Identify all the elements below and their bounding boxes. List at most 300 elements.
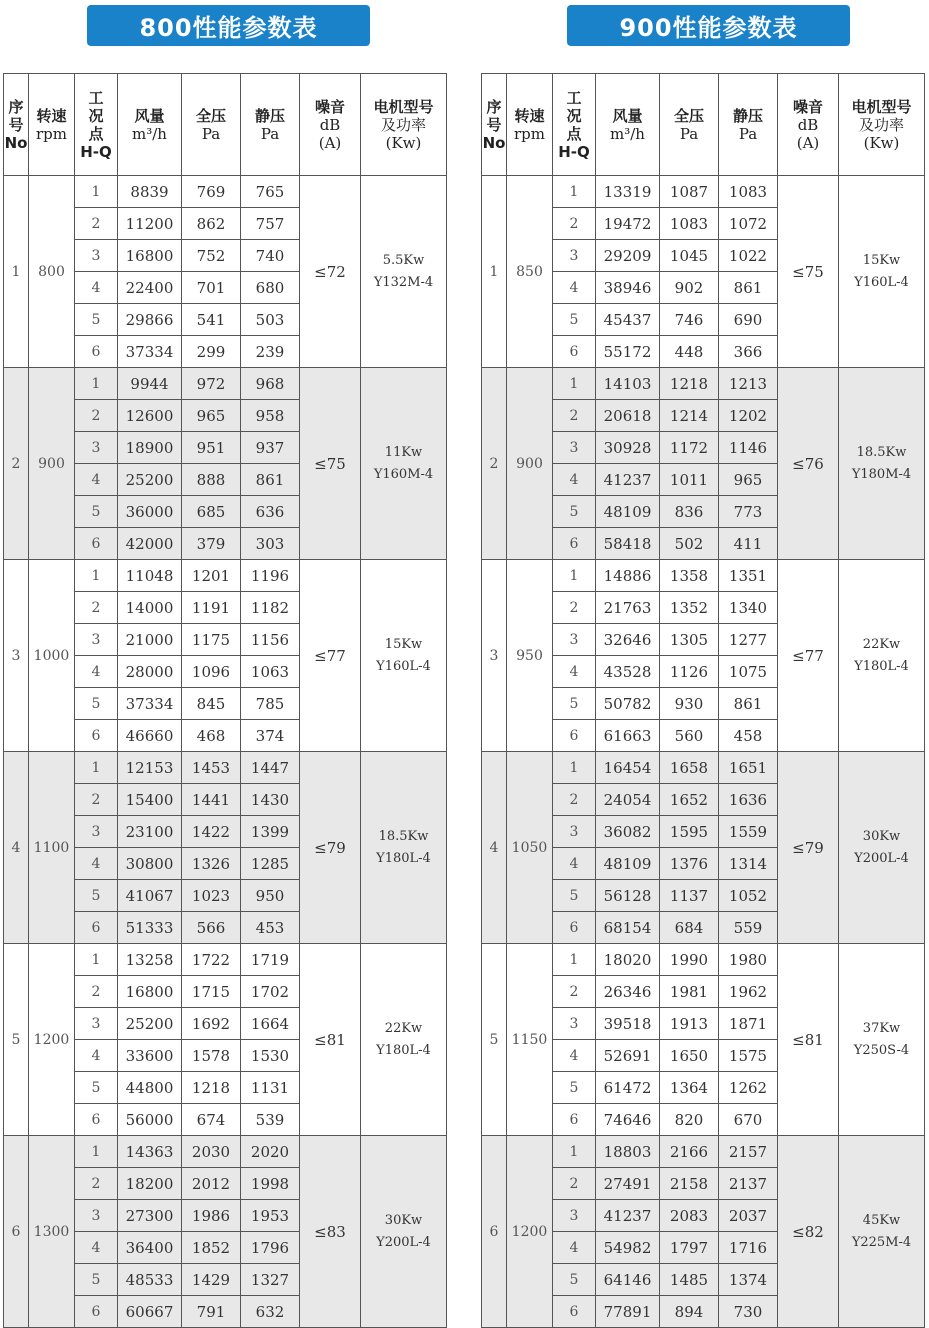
header-line: dB: [797, 115, 819, 134]
airflow: 18020: [596, 944, 660, 976]
total-pressure: 701: [182, 272, 241, 304]
operating-point: 3: [553, 1200, 596, 1232]
total-pressure: 1352: [660, 592, 719, 624]
static-pressure: 1327: [241, 1264, 300, 1296]
airflow: 32646: [596, 624, 660, 656]
motor-spec: [361, 752, 447, 944]
operating-point: 2: [75, 976, 118, 1008]
airflow: 52691: [596, 1040, 660, 1072]
operating-point: 6: [553, 912, 596, 944]
static-pressure: 559: [719, 912, 778, 944]
operating-point: 3: [553, 1008, 596, 1040]
header-line: (A): [318, 133, 342, 152]
motor-model: Y180L-4: [854, 658, 909, 674]
header-motor: [361, 74, 447, 176]
airflow: 18200: [118, 1168, 182, 1200]
operating-point: 1: [75, 1136, 118, 1168]
airflow: 21000: [118, 624, 182, 656]
airflow: 33600: [118, 1040, 182, 1072]
motor-power: 30Kw: [384, 1212, 423, 1228]
total-pressure: 299: [182, 336, 241, 368]
row-number: 2: [4, 368, 29, 560]
airflow: 74646: [596, 1104, 660, 1136]
total-pressure: 1715: [182, 976, 241, 1008]
airflow: 24054: [596, 784, 660, 816]
airflow: 41237: [596, 1200, 660, 1232]
header-line: 序: [486, 97, 502, 116]
header-line: 转速: [36, 106, 67, 125]
operating-point: 4: [553, 656, 596, 688]
total-pressure: 560: [660, 720, 719, 752]
static-pressure: 453: [241, 912, 300, 944]
table-row: [4, 368, 447, 400]
static-pressure: 1351: [719, 560, 778, 592]
static-pressure: 1636: [719, 784, 778, 816]
total-pressure: 502: [660, 528, 719, 560]
static-pressure: 1430: [241, 784, 300, 816]
static-pressure: 1530: [241, 1040, 300, 1072]
table-row: [4, 944, 447, 976]
total-pressure: 902: [660, 272, 719, 304]
operating-point: 4: [553, 1232, 596, 1264]
motor-spec: [839, 1136, 925, 1328]
header-flow: [118, 74, 182, 176]
motor-model: Y180L-4: [376, 850, 431, 866]
total-pressure: 566: [182, 912, 241, 944]
static-pressure: 2037: [719, 1200, 778, 1232]
static-pressure: 1980: [719, 944, 778, 976]
header-line: H-Q: [558, 142, 590, 161]
operating-point: 5: [553, 304, 596, 336]
airflow: 56128: [596, 880, 660, 912]
data-table: [481, 73, 925, 1328]
operating-point: 1: [553, 752, 596, 784]
header-total-pressure: [182, 74, 241, 176]
static-pressure: 861: [719, 688, 778, 720]
operating-point: 3: [75, 432, 118, 464]
airflow: 18803: [596, 1136, 660, 1168]
airflow: 14103: [596, 368, 660, 400]
total-pressure: 1429: [182, 1264, 241, 1296]
header-line: (Kw): [385, 133, 422, 152]
operating-point: 2: [75, 592, 118, 624]
noise-level: ≤72: [300, 176, 361, 368]
total-pressure: 1175: [182, 624, 241, 656]
header-line: 电机型号: [373, 97, 434, 116]
operating-point: 2: [75, 784, 118, 816]
operating-point: 3: [75, 816, 118, 848]
airflow: 12600: [118, 400, 182, 432]
operating-point: 6: [75, 1104, 118, 1136]
airflow: 11048: [118, 560, 182, 592]
airflow: 11200: [118, 208, 182, 240]
table-row: [4, 752, 447, 784]
row-number: 6: [4, 1136, 29, 1328]
airflow: 25200: [118, 464, 182, 496]
airflow: 38946: [596, 272, 660, 304]
operating-point: 4: [553, 464, 596, 496]
row-number: 3: [482, 560, 507, 752]
operating-point: 1: [75, 752, 118, 784]
motor-model: Y225M-4: [851, 1234, 912, 1250]
header-line: 静压: [732, 106, 763, 125]
header-line: 点: [566, 124, 582, 143]
motor-model: Y200L-4: [376, 1234, 431, 1250]
total-pressure: 836: [660, 496, 719, 528]
table-row: [482, 176, 925, 208]
airflow: 23100: [118, 816, 182, 848]
operating-point: 3: [553, 240, 596, 272]
static-pressure: 632: [241, 1296, 300, 1328]
operating-point: 5: [553, 1264, 596, 1296]
motor-spec: [839, 944, 925, 1136]
motor-model: Y132M-4: [373, 274, 434, 290]
operating-point: 2: [553, 784, 596, 816]
static-pressure: 1314: [719, 848, 778, 880]
total-pressure: 379: [182, 528, 241, 560]
speed-rpm: 1050: [507, 752, 553, 944]
static-pressure: 1213: [719, 368, 778, 400]
total-pressure: 1453: [182, 752, 241, 784]
operating-point: 3: [75, 240, 118, 272]
noise-level: ≤79: [300, 752, 361, 944]
airflow: 16800: [118, 976, 182, 1008]
static-pressure: 1702: [241, 976, 300, 1008]
total-pressure: 684: [660, 912, 719, 944]
header-line: 及功率: [858, 115, 904, 134]
motor-model: Y200L-4: [854, 850, 909, 866]
total-pressure: 1083: [660, 208, 719, 240]
operating-point: 6: [553, 720, 596, 752]
noise-level: ≤81: [300, 944, 361, 1136]
static-pressure: 1072: [719, 208, 778, 240]
static-pressure: 1262: [719, 1072, 778, 1104]
static-pressure: 1083: [719, 176, 778, 208]
header-line: dB: [319, 115, 341, 134]
static-pressure: 1719: [241, 944, 300, 976]
speed-rpm: 1200: [29, 944, 75, 1136]
speed-rpm: 950: [507, 560, 553, 752]
header-flow: [596, 74, 660, 176]
operating-point: 5: [553, 496, 596, 528]
motor-model: Y160L-4: [376, 658, 431, 674]
header-static-pressure: [241, 74, 300, 176]
motor-spec: [361, 560, 447, 752]
static-pressure: 1285: [241, 848, 300, 880]
noise-level: ≤76: [778, 368, 839, 560]
operating-point: 4: [75, 656, 118, 688]
motor-spec: [839, 176, 925, 368]
operating-point: 6: [75, 720, 118, 752]
static-pressure: 958: [241, 400, 300, 432]
table-row: [482, 752, 925, 784]
airflow: 21763: [596, 592, 660, 624]
speed-rpm: 1150: [507, 944, 553, 1136]
airflow: 60667: [118, 1296, 182, 1328]
header-line: 全压: [195, 106, 226, 125]
airflow: 12153: [118, 752, 182, 784]
header-line: 工: [88, 88, 104, 107]
static-pressure: 2020: [241, 1136, 300, 1168]
total-pressure: 1422: [182, 816, 241, 848]
static-pressure: 1374: [719, 1264, 778, 1296]
header-line: 号: [486, 115, 502, 134]
airflow: 26346: [596, 976, 660, 1008]
operating-point: 1: [75, 560, 118, 592]
operating-point: 3: [553, 624, 596, 656]
total-pressure: 1913: [660, 1008, 719, 1040]
operating-point: 1: [553, 560, 596, 592]
table-row: [4, 560, 447, 592]
header-line: m³/h: [610, 124, 645, 143]
static-pressure: 1182: [241, 592, 300, 624]
total-pressure: 1218: [182, 1072, 241, 1104]
total-pressure: 1658: [660, 752, 719, 784]
total-pressure: 468: [182, 720, 241, 752]
static-pressure: 1962: [719, 976, 778, 1008]
row-number: 3: [4, 560, 29, 752]
operating-point: 2: [553, 1168, 596, 1200]
operating-point: 5: [553, 1072, 596, 1104]
total-pressure: 1441: [182, 784, 241, 816]
static-pressure: 861: [719, 272, 778, 304]
static-pressure: 1052: [719, 880, 778, 912]
header-line: 工: [566, 88, 582, 107]
operating-point: 6: [553, 528, 596, 560]
operating-point: 6: [75, 912, 118, 944]
operating-point: 3: [75, 1200, 118, 1232]
airflow: 61472: [596, 1072, 660, 1104]
header-line: rpm: [36, 124, 67, 143]
operating-point: 6: [553, 336, 596, 368]
operating-point: 6: [553, 1104, 596, 1136]
airflow: 29866: [118, 304, 182, 336]
speed-rpm: 800: [29, 176, 75, 368]
table-title-800: 800性能参数表: [87, 5, 370, 46]
total-pressure: 1023: [182, 880, 241, 912]
static-pressure: 1953: [241, 1200, 300, 1232]
row-number: 1: [4, 176, 29, 368]
total-pressure: 1652: [660, 784, 719, 816]
static-pressure: 458: [719, 720, 778, 752]
operating-point: 2: [553, 592, 596, 624]
total-pressure: 1172: [660, 432, 719, 464]
airflow: 13319: [596, 176, 660, 208]
header-line: 噪音: [314, 97, 345, 116]
total-pressure: 1485: [660, 1264, 719, 1296]
total-pressure: 1722: [182, 944, 241, 976]
static-pressure: 1399: [241, 816, 300, 848]
header-line: No: [482, 133, 506, 152]
table-row: [4, 1136, 447, 1168]
operating-point: 5: [75, 304, 118, 336]
static-pressure: 1340: [719, 592, 778, 624]
speed-rpm: 1100: [29, 752, 75, 944]
operating-point: 1: [553, 176, 596, 208]
total-pressure: 1692: [182, 1008, 241, 1040]
noise-level: ≤77: [300, 560, 361, 752]
total-pressure: 1578: [182, 1040, 241, 1072]
header-point: [75, 74, 118, 176]
airflow: 58418: [596, 528, 660, 560]
operating-point: 2: [75, 208, 118, 240]
speed-rpm: 1300: [29, 1136, 75, 1328]
total-pressure: 1305: [660, 624, 719, 656]
operating-point: 1: [553, 1136, 596, 1168]
static-pressure: 680: [241, 272, 300, 304]
static-pressure: 539: [241, 1104, 300, 1136]
total-pressure: 965: [182, 400, 241, 432]
header-line: 序: [8, 97, 24, 116]
table-row: [482, 944, 925, 976]
total-pressure: 685: [182, 496, 241, 528]
airflow: 44800: [118, 1072, 182, 1104]
static-pressure: 239: [241, 336, 300, 368]
total-pressure: 972: [182, 368, 241, 400]
airflow: 43528: [596, 656, 660, 688]
speed-rpm: 1200: [507, 1136, 553, 1328]
total-pressure: 1981: [660, 976, 719, 1008]
header-line: m³/h: [132, 124, 167, 143]
header-speed: [29, 74, 75, 176]
airflow: 9944: [118, 368, 182, 400]
total-pressure: 1852: [182, 1232, 241, 1264]
airflow: 36400: [118, 1232, 182, 1264]
airflow: 16454: [596, 752, 660, 784]
airflow: 54982: [596, 1232, 660, 1264]
airflow: 13258: [118, 944, 182, 976]
total-pressure: 1011: [660, 464, 719, 496]
motor-spec: [361, 368, 447, 560]
static-pressure: 411: [719, 528, 778, 560]
static-pressure: 690: [719, 304, 778, 336]
motor-power: 18.5Kw: [378, 828, 429, 844]
motor-model: Y160L-4: [854, 274, 909, 290]
speed-rpm: 850: [507, 176, 553, 368]
total-pressure: 752: [182, 240, 241, 272]
airflow: 48109: [596, 496, 660, 528]
total-pressure: 541: [182, 304, 241, 336]
airflow: 48533: [118, 1264, 182, 1296]
motor-power: 15Kw: [862, 252, 901, 268]
static-pressure: 740: [241, 240, 300, 272]
airflow: 64146: [596, 1264, 660, 1296]
header-line: No: [4, 133, 28, 152]
total-pressure: 1201: [182, 560, 241, 592]
airflow: 56000: [118, 1104, 182, 1136]
static-pressure: 773: [719, 496, 778, 528]
table-row: [482, 1136, 925, 1168]
static-pressure: 1156: [241, 624, 300, 656]
static-pressure: 730: [719, 1296, 778, 1328]
row-number: 5: [482, 944, 507, 1136]
total-pressure: 1218: [660, 368, 719, 400]
header-line: 电机型号: [851, 97, 912, 116]
static-pressure: 636: [241, 496, 300, 528]
total-pressure: 674: [182, 1104, 241, 1136]
header-line: 全压: [673, 106, 704, 125]
airflow: 20618: [596, 400, 660, 432]
static-pressure: 503: [241, 304, 300, 336]
header-point: [553, 74, 596, 176]
airflow: 37334: [118, 336, 182, 368]
total-pressure: 1137: [660, 880, 719, 912]
airflow: 48109: [596, 848, 660, 880]
motor-power: 11Kw: [384, 444, 423, 460]
operating-point: 2: [553, 976, 596, 1008]
total-pressure: 1214: [660, 400, 719, 432]
airflow: 68154: [596, 912, 660, 944]
header-line: (Kw): [863, 133, 900, 152]
airflow: 18900: [118, 432, 182, 464]
total-pressure: 1990: [660, 944, 719, 976]
header-noise: [778, 74, 839, 176]
airflow: 8839: [118, 176, 182, 208]
airflow: 14886: [596, 560, 660, 592]
header-static-pressure: [719, 74, 778, 176]
operating-point: 6: [75, 1296, 118, 1328]
static-pressure: 1202: [719, 400, 778, 432]
header-line: (A): [796, 133, 820, 152]
static-pressure: 1559: [719, 816, 778, 848]
static-pressure: 1146: [719, 432, 778, 464]
airflow: 55172: [596, 336, 660, 368]
airflow: 30800: [118, 848, 182, 880]
airflow: 29209: [596, 240, 660, 272]
header-line: Pa: [201, 124, 221, 143]
airflow: 45437: [596, 304, 660, 336]
static-pressure: 950: [241, 880, 300, 912]
operating-point: 5: [75, 496, 118, 528]
table-row: [482, 560, 925, 592]
total-pressure: 888: [182, 464, 241, 496]
airflow: 27300: [118, 1200, 182, 1232]
row-number: 2: [482, 368, 507, 560]
static-pressure: 670: [719, 1104, 778, 1136]
motor-power: 30Kw: [862, 828, 901, 844]
total-pressure: 1986: [182, 1200, 241, 1232]
total-pressure: 791: [182, 1296, 241, 1328]
airflow: 27491: [596, 1168, 660, 1200]
static-pressure: 1075: [719, 656, 778, 688]
noise-level: ≤75: [300, 368, 361, 560]
static-pressure: 2137: [719, 1168, 778, 1200]
total-pressure: 951: [182, 432, 241, 464]
operating-point: 2: [553, 400, 596, 432]
static-pressure: 1716: [719, 1232, 778, 1264]
motor-power: 18.5Kw: [856, 444, 907, 460]
airflow: 16800: [118, 240, 182, 272]
airflow: 14363: [118, 1136, 182, 1168]
operating-point: 4: [553, 1040, 596, 1072]
total-pressure: 448: [660, 336, 719, 368]
operating-point: 3: [75, 1008, 118, 1040]
noise-level: ≤81: [778, 944, 839, 1136]
static-pressure: 785: [241, 688, 300, 720]
airflow: 50782: [596, 688, 660, 720]
motor-model: Y180L-4: [376, 1042, 431, 1058]
header-line: 点: [88, 124, 104, 143]
airflow: 41237: [596, 464, 660, 496]
header-speed: [507, 74, 553, 176]
operating-point: 4: [553, 848, 596, 880]
table-title-900: 900性能参数表: [567, 5, 850, 46]
total-pressure: 1191: [182, 592, 241, 624]
motor-spec: [361, 944, 447, 1136]
operating-point: 5: [75, 1264, 118, 1296]
total-pressure: 894: [660, 1296, 719, 1328]
static-pressure: 366: [719, 336, 778, 368]
